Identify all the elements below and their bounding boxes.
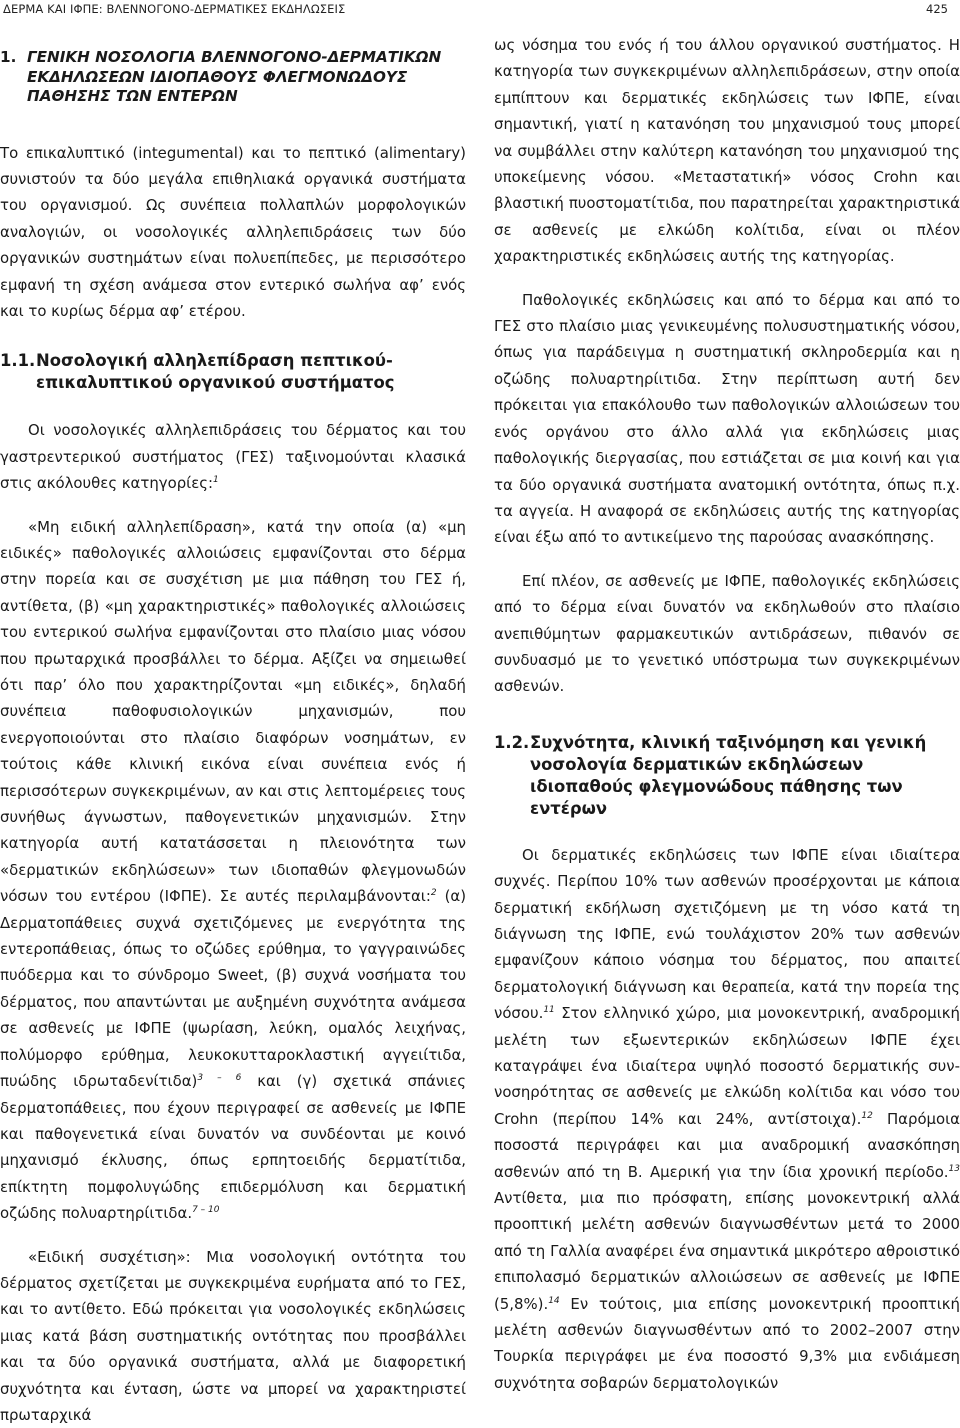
citation-ref: 7 – 10 <box>192 1205 220 1216</box>
paragraph-text: Αντίθετα, μια πιο πρόσφατη, επίσης μονοκεντρική αλλά προοπτική μελέτη ασθενών διαγνωσθέντων μετά το 2000 από τη Γαλλία αναφέρει ένα σημαντικά μικρότερο αθροιστικό επιπολασμό δερματικών αλλοιώσεων σε ασθενείς με ΙΦΠΕ (5,8%). <box>494 1189 960 1313</box>
citation-ref: 3 – 6 <box>197 1073 242 1084</box>
section-heading-1-2 <box>494 732 960 820</box>
citation-ref: 2 <box>430 888 437 899</box>
section-number: 1.1. <box>0 351 36 371</box>
citation-ref: 12 <box>861 1110 873 1121</box>
chapter-heading <box>0 48 466 107</box>
citation-ref: 1 <box>213 475 219 486</box>
section-title: Συχνότητα, κλινική ταξινόμηση και γενική νοσολογία δερματικών εκδηλώσεων ιδιοπαθούς φλεγμονώδους πάθησης των εντέρων <box>530 732 927 818</box>
paragraph-text: Παρόμοια ποσοστά περιγράφει και μια αναδρομική ανασκόπηση ασθενών από τη Β. Αμερική για την ίδια χρονική περίοδο. <box>494 1109 960 1181</box>
paragraph-text: Οι νοσολογικές αλληλεπιδράσεις του δέρματος και του γαστρεντερικού συστήματος (ΓΕΣ) ταξινομούνται κλασικά στις ακόλουθες κατηγορίες: <box>0 421 466 493</box>
paragraph-text: (α) Δερματοπάθειες συχνά σχετιζόμενες με ενεργότητα της εντεροπάθειας, όπως το οζώδες ερύθημα, το γαγγραινώδες πυόδερμα και το σύνδρομο Sweet, (β) συχνά νοσήματα του δέρματος, που απαντώνται με αυξημένη συχνότητα ανάμεσα σε ασθενείς με ΙΦΠΕ (ψωρίαση, λεύκη, ομαλός λειχήνας, πολύμορφο ερύθημα, λευκοκυτταροκλαστική αγγειίτιδα, πυώδης ιδρωταδενίτιδα) <box>0 887 467 1091</box>
page-number: 425 <box>926 2 948 16</box>
citation-ref: 13 <box>948 1163 960 1174</box>
running-title: ΔΕΡΜΑ ΚΑΙ ΙΦΠΕ: ΒΛΕΝΝΟΓΟΝΟ-ΔΕΡΜΑΤΙΚΕΣ ΕΚΔΗΛΩΣΕΙΣ <box>3 2 346 16</box>
drug-reaction-paragraph: Επί πλέον, σε ασθενείς με ΙΦΠΕ, παθολογικές εκδηλώσεις από το δέρμα είναι δυνατόν να εκδηλωθούν στο πλαίσιο ανεπιθύμητων φαρμακευτικών αντιδράσεων, πιθανόν σε συνδυασμό με το γενετικό υπόστρωμα των συγκεκριμένων ασθενών. <box>494 571 960 696</box>
section-title: Νοσολογική αλληλεπίδραση πεπτικού-επικαλυπτικού οργανικού συστήματος <box>36 351 395 393</box>
paragraph-text: «Μη ειδική αλληλεπίδραση», κατά την οποία (α) «μη ειδικές» παθολογικές αλλοιώσεις εμφανίζονται στο δέρμα στην πορεία και σε συσχέτιση με μια πάθηση του ΓΕΣ ή, αντίθετα, (β) «μη χαρακτηριστικές» παθολογικές αλλοιώσεις του εντερικού σωλήνα εμφανίζονται στο πλαίσιο μιας νόσου που πρωταρχικά προσβάλλει το δέρμα. Αξίζει να σημειωθεί ότι παρ’ όλο που χαρακτηρίζονται «μη ειδικές», δηλαδή συνέπεια παθοφυσιολογικών μηχανισμών, που ενεργοποιούνται στο πλαίσιο διαφόρων νοσημάτων, εν τούτοις κάθε κλινική εικόνα είναι συνέπεια ενός ή περισσότερων συγκεκριμένων, αν και στις λεπτομέρειες τους συνήθως άγνωστων, παθογενετικών μηχανισμών. Στην κατηγορία αυτή κατατάσσεται η πλειονότητα των «δερματικών εκδηλώσεων» των ιδιοπαθών φλεγμονωδών νόσων του εντέρου (ΙΦΠΕ). Σε αυτές περιλαμβάνονται: <box>0 517 466 906</box>
chapter-title: ΓΕΝΙΚΗ ΝΟΣΟΛΟΓΙΑ ΒΛΕΝΝΟΓΟΝΟ-ΔΕΡΜΑΤΙΚΩΝ ΕΚΔΗΛΩΣΕΩΝ ΙΔΙΟΠΑΘΟΥΣ ΦΛΕΓΜΟΝΩΔΟΥΣ ΠΑΘΗΣΗΣ ΤΩΝ ΕΝΤΕΡΩΝ <box>27 48 442 105</box>
systemic-disease-paragraph: Παθολογικές εκδηλώσεις και από το δέρμα και από το ΓΕΣ στο πλαίσιο μιας γενικευμένης πολυσυστηματικής νόσου, όπως για παράδειγμα η συστηματική σκληροδερμία και η οζώδης πολυαρτηρίιτιδα. Στην περίπτωση αυτή δεν πρόκειται για επακόλουθο των παθολογικών αλλοιώσεων του ενός οργάνου στο άλλο αλλά για εκδηλώσεις μιας παθολογικής διεργασίας, που εστιάζεται σε μια κοινή και για τα δύο οργανικά συστήματα ανατομική οντότητα, όπως π.χ. τα αγγεία. Η αναφορά σε εκδηλώσεις αυτής της κατηγορίας είναι έξω από το αντικείμενο της παρούσας ανασκόπησης. <box>494 290 960 547</box>
specific-association-paragraph: «Ειδική συσχέτιση»: Μια νοσολογική οντότητα του δέρματος σχετίζεται με συγκεκριμένα ευρήματα από το ΓΕΣ, και το αντίθετο. Εδώ πρόκειται για νοσολογικές εκδηλώσεις μιας κατά βάση συστηματικής οντότητας που προσβάλλει και τα δύο οργανικά συστήματα, αλλά με διαφορετική συχνότητα και ένταση, ώστε να μπορεί να χαρακτηριστεί πρωταρχικά <box>0 1247 466 1424</box>
section-heading-1-1 <box>0 350 466 394</box>
paragraph-text: Οι δερματικές εκδηλώσεις των ΙΦΠΕ είναι ιδιαίτερα συχνές. Περίπου 10% των ασθενών προσέρχονται με κάποια δερματική εκδήλωση σχετιζόμενη με τη νόσο κατά τη διάγνωση της ΙΦΠΕ, ενώ τουλάχιστον 20% των ασθενών εμφανίζουν κάποιο νόσημα του δέρματος, που απαιτεί δερματολογική διάγνωση και θεραπεία, κατά την πορεία της νόσου. <box>494 845 960 1023</box>
continued-paragraph: ως νόσημα του ενός ή του άλλου οργανικού συστήματος. Η κατηγορία των συγκεκριμένων αλληλεπιδράσεων, στην οποία εμπίπτουν και δερματικές εκδηλώσεις των ΙΦΠΕ, είναι σημαντική, γιατί η κατανόηση του μηχανισμού τους μπορεί να συμβάλλει στην καλύτερη κατανόηση του μηχανισμού της υποκείμενης νόσου. «Μεταστατική» νόσος Crohn και βλαστική πυοστοματίτιδα, που παρατηρείται χαρακτηριστικά σε ασθενείς με ελκώδη κολίτιδα, είναι οι πλέον χαρακτηριστικές εκδηλώσεις αυτής της κατηγορίας. <box>494 36 960 266</box>
left-column <box>0 48 466 1428</box>
frequency-paragraph <box>494 842 960 1397</box>
paragraph-text: και (γ) σχετικά σπάνιες δερματοπάθειες, που έχουν περιγραφεί σε ασθενείς με ΙΦΠΕ και παθογενετικά είναι δυνατόν να συνδέονται με κοινό μηχανισμό έκλυσης, όπως ερπητοειδής δερματίτιδα, επίκτητη πομφολυγώδης επιδερμόλυση και δερματική οζώδης πολυαρτηρίιτιδα. <box>0 1072 466 1223</box>
running-header <box>0 0 960 18</box>
paragraph-text: Στον ελληνικό χώρο, μια μονοκεντρική, αναδρομική μελέτη των εξωεντερικών εκδηλώσεων ΙΦΠΕ έχει καταγράψει ένα ιδιαίτερα υψηλό ποσοστό δερματικής συν-νοσηρότητας σε ασθενείς με ελκώδη κολίτιδα και νόσο του Crohn (περίπου 14% και 24%, αντίστοιχα). <box>494 1004 960 1128</box>
section-number: 1.2. <box>494 732 530 752</box>
classification-paragraph <box>0 417 466 496</box>
chapter-number: 1. <box>0 48 17 66</box>
intro-paragraph: Το επικαλυπτικό (integumental) και το πεπτικό (alimentary) συνιστούν τα δύο μεγάλα επιθηλιακά οργανικά συστήματα του οργανισμού. Ως συνέπεια πολλαπλών μορφολογικών αναλογιών, οι νοσολογικές αλληλεπιδράσεις των δύο οργανικών συστημάτων είναι πολυεπίπεδες, με περισσότερο εμφανή τη σχέση ανάμεσα στον εντερικό σωλήνα αφ’ ενός και το κυρίως δέρμα αφ’ ετέρου. <box>0 143 466 320</box>
right-column <box>494 36 960 1396</box>
paragraph-text: Εν τούτοις, μια επίσης μονοκεντρική προοπτική μελέτη ασθενών διαγνωσθέντων από το 2002–2007 στην Τουρκία περιγράφει με ένα ποσοστό 9,3% μια ενδιάμεση συχνότητα σοβαρών δερματολογικών <box>494 1294 960 1392</box>
citation-ref: 11 <box>543 1005 555 1016</box>
citation-ref: 14 <box>548 1295 560 1306</box>
nonspecific-interaction-paragraph <box>0 514 466 1227</box>
